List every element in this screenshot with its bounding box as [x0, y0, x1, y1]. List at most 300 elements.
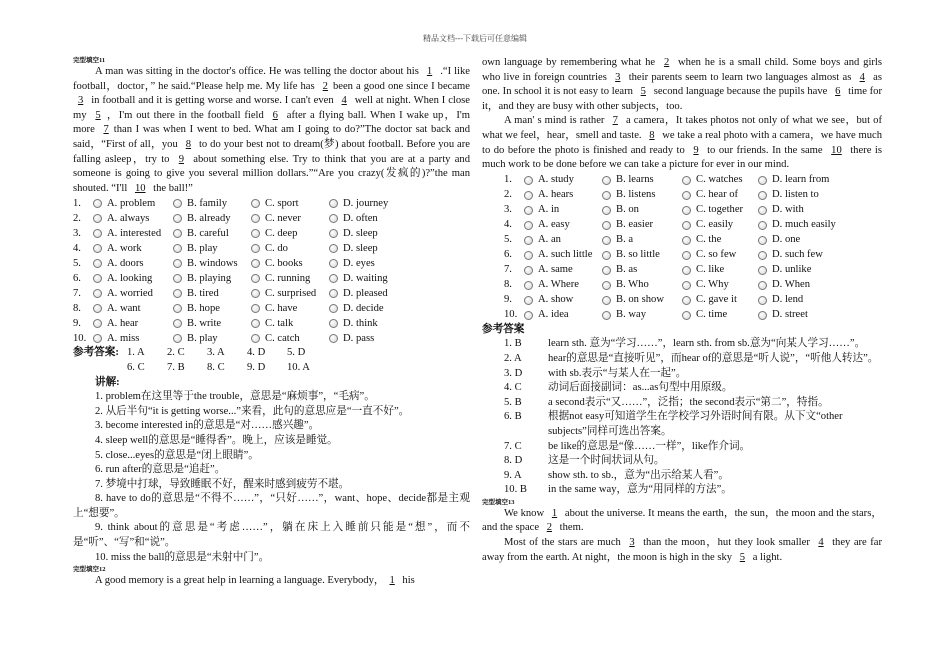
answer-option[interactable]	[602, 173, 682, 188]
explanation-line: 10. miss the ball的意思是“未射中门”。	[95, 551, 270, 563]
answer-option[interactable]	[758, 218, 848, 233]
explanation-label: 讲解:	[95, 376, 120, 388]
option-label: C. easily	[696, 218, 734, 230]
answer-option[interactable]	[173, 272, 251, 287]
answer-option[interactable]	[602, 278, 682, 293]
answer-option[interactable]	[758, 203, 848, 218]
answer-option[interactable]	[93, 257, 173, 272]
answer-option[interactable]	[329, 302, 407, 317]
option-label: C. together	[696, 203, 744, 215]
answer-option[interactable]	[93, 212, 173, 227]
radio-icon[interactable]	[602, 296, 611, 305]
radio-icon[interactable]	[524, 296, 533, 305]
option-label: D. think	[343, 317, 378, 329]
answer-option[interactable]	[93, 287, 173, 302]
option-label: A. such little	[538, 248, 593, 260]
radio-icon[interactable]	[602, 221, 611, 230]
answer-option[interactable]	[93, 242, 173, 257]
answer-option[interactable]	[329, 212, 407, 227]
answer-option[interactable]	[524, 173, 602, 188]
radio-icon[interactable]	[173, 259, 182, 268]
radio-icon[interactable]	[93, 289, 102, 298]
answer-option[interactable]	[329, 242, 407, 257]
question-row	[504, 188, 882, 203]
passage-text: We know	[504, 507, 547, 519]
radio-icon[interactable]	[602, 281, 611, 290]
question-number: 7.	[504, 263, 512, 275]
radio-icon[interactable]	[329, 274, 338, 283]
answer-option[interactable]	[329, 272, 407, 287]
option-label: B. windows	[187, 257, 238, 269]
answer-option[interactable]	[758, 293, 848, 308]
radio-icon[interactable]	[682, 206, 691, 215]
radio-icon[interactable]	[173, 244, 182, 253]
passage-text: their parents seem to learn two languages almost as	[625, 71, 855, 83]
option-label: A. interested	[107, 227, 162, 239]
radio-icon[interactable]	[758, 266, 767, 275]
blank-number: 4	[341, 95, 347, 107]
explanation-text: show sth. to sb.，意为“出示给某人看”。	[548, 469, 729, 481]
question-number: 3.	[73, 227, 81, 239]
answer-option[interactable]	[524, 263, 602, 278]
radio-icon[interactable]	[602, 176, 611, 185]
radio-icon[interactable]	[251, 289, 260, 298]
answer-option[interactable]	[524, 278, 602, 293]
radio-icon[interactable]	[93, 229, 102, 238]
answer-option[interactable]	[93, 272, 173, 287]
passage-text: in football and it is getting worse and worse. I can't even	[88, 95, 337, 107]
option-label: C. surprised	[265, 287, 317, 299]
answer-option[interactable]	[602, 188, 682, 203]
radio-icon[interactable]	[602, 191, 611, 200]
explanation-line: 2. 从后半句“it is getting worse...”来看，此句的意思应是“一直不好”。	[95, 405, 410, 417]
answer-key: 2. A	[504, 352, 522, 364]
answer-option[interactable]	[173, 242, 251, 257]
option-label: D. much easily	[772, 218, 836, 230]
radio-icon[interactable]	[524, 176, 533, 185]
radio-icon[interactable]	[602, 311, 611, 320]
question-row	[504, 278, 882, 293]
passage-text: than the moon，hut they look smaller	[639, 537, 814, 549]
option-label: C. talk	[265, 317, 294, 329]
section-title-11: 完型填空11	[73, 57, 106, 64]
option-label: A. doors	[107, 257, 144, 269]
answer-option[interactable]	[251, 287, 329, 302]
explanations-12	[482, 337, 882, 498]
answer-key: 4. C	[504, 382, 522, 394]
radio-icon[interactable]	[173, 199, 182, 208]
question-row	[504, 263, 882, 278]
option-label: B. on	[616, 203, 639, 215]
blank-number: 9	[178, 153, 185, 165]
option-label: D. often	[343, 212, 378, 224]
option-label: C. have	[265, 302, 298, 314]
passage-text: A good memory is a great help in learning a language. Everybody，	[95, 575, 385, 587]
answer-option[interactable]	[173, 302, 251, 317]
question-number: 8.	[504, 278, 512, 290]
answer-option[interactable]	[524, 308, 602, 323]
option-label: B. write	[187, 317, 222, 329]
passage-text: Most of the stars are much	[504, 537, 625, 549]
radio-icon[interactable]	[758, 221, 767, 230]
answer-option[interactable]	[329, 197, 407, 212]
answer-option[interactable]	[682, 248, 758, 263]
answer-key: 1. B	[504, 338, 522, 350]
radio-icon[interactable]	[524, 311, 533, 320]
radio-icon[interactable]	[524, 281, 533, 290]
radio-icon[interactable]	[173, 334, 182, 343]
radio-icon[interactable]	[251, 274, 260, 283]
option-label: B. careful	[187, 227, 229, 239]
question-row	[73, 286, 470, 301]
question-row	[73, 226, 470, 241]
radio-icon[interactable]	[251, 229, 260, 238]
radio-icon[interactable]	[524, 191, 533, 200]
question-number: 5.	[73, 257, 81, 269]
blank-number: 1	[389, 575, 395, 587]
question-number: 7.	[73, 287, 81, 299]
left-column	[73, 56, 470, 589]
question-number: 4.	[73, 242, 81, 254]
option-label: B. learns	[616, 173, 654, 185]
questions-12	[482, 173, 882, 323]
answer-key: 6. B	[504, 411, 522, 423]
answer-option[interactable]	[173, 287, 251, 302]
radio-icon[interactable]	[93, 259, 102, 268]
radio-icon[interactable]	[251, 259, 260, 268]
answer-option[interactable]	[682, 263, 758, 278]
option-label: A. same	[538, 263, 573, 275]
answer-option[interactable]	[524, 248, 602, 263]
option-label: D. street	[772, 308, 808, 320]
passage-12-cont	[482, 56, 882, 114]
radio-icon[interactable]	[173, 304, 182, 313]
option-label: A. miss	[107, 332, 140, 344]
option-label: A. problem	[107, 197, 156, 209]
radio-icon[interactable]	[758, 281, 767, 290]
radio-icon[interactable]	[93, 214, 102, 223]
radio-icon[interactable]	[329, 244, 338, 253]
radio-icon[interactable]	[758, 236, 767, 245]
radio-icon[interactable]	[173, 274, 182, 283]
radio-icon[interactable]	[602, 266, 611, 275]
answer-option[interactable]	[602, 248, 682, 263]
answer-key: 8. D	[504, 455, 523, 467]
explanation-text: 根据not easy可知道学生在学校学习外语时间有限。从下文“other subjects”同样可选出答案。	[548, 411, 843, 437]
option-label: B. tired	[187, 287, 219, 299]
radio-icon[interactable]	[173, 289, 182, 298]
radio-icon[interactable]	[93, 199, 102, 208]
radio-icon[interactable]	[682, 281, 691, 290]
answer-option[interactable]	[173, 197, 251, 212]
answer-option[interactable]	[682, 203, 758, 218]
explanation-text: learn sth. 意为“学习……”，learn sth. from sb.意为“向某人学习……”。	[548, 338, 866, 350]
blank-number: 7	[612, 115, 618, 127]
option-label: C. never	[265, 212, 301, 224]
blank-number: 7	[103, 124, 109, 136]
passage-text: than I was when I went to bed. What am I going to do?”The doctor sat back and said，“First of all，you	[73, 124, 470, 150]
option-label: C. gave it	[696, 293, 737, 305]
radio-icon[interactable]	[251, 334, 260, 343]
radio-icon[interactable]	[758, 296, 767, 305]
answer-option[interactable]	[173, 332, 251, 347]
option-label: B. family	[187, 197, 228, 209]
option-label: D. learn from	[772, 173, 830, 185]
blank-number: 4	[818, 537, 824, 549]
answer-option[interactable]	[602, 233, 682, 248]
question-number: 10.	[73, 332, 87, 344]
question-row	[504, 173, 882, 188]
answer-option[interactable]	[173, 227, 251, 242]
answer-option[interactable]	[524, 203, 602, 218]
explanation-line: 8. have to do的意思是“不得不……”，“只好……”，want、hope、decide都是主观上“想要”。	[73, 493, 470, 519]
blank-number: 5	[640, 86, 646, 98]
radio-icon[interactable]	[682, 311, 691, 320]
radio-icon[interactable]	[329, 334, 338, 343]
answer-item: 8. C	[207, 361, 225, 373]
answer-option[interactable]	[93, 317, 173, 332]
answer-option[interactable]	[758, 308, 848, 323]
option-label: B. hope	[187, 302, 220, 314]
blank-number: 2	[663, 57, 670, 68]
question-number: 3.	[504, 203, 512, 215]
answer-key-11	[73, 346, 470, 361]
radio-icon[interactable]	[329, 229, 338, 238]
option-label: A. want	[107, 302, 141, 314]
radio-icon[interactable]	[251, 304, 260, 313]
answer-option[interactable]	[758, 263, 848, 278]
option-label: A. an	[538, 233, 561, 245]
answer-option[interactable]	[524, 218, 602, 233]
option-label: A. looking	[107, 272, 153, 284]
radio-icon[interactable]	[682, 236, 691, 245]
answer-row	[127, 346, 327, 361]
explanation-line	[482, 440, 882, 455]
answer-option[interactable]	[682, 173, 758, 188]
radio-icon[interactable]	[682, 221, 691, 230]
radio-icon[interactable]	[758, 191, 767, 200]
passage-12-para2	[482, 114, 882, 172]
radio-icon[interactable]	[329, 199, 338, 208]
answer-option[interactable]	[682, 293, 758, 308]
question-row	[504, 248, 882, 263]
answer-option[interactable]	[251, 302, 329, 317]
option-label: A. study	[538, 173, 574, 185]
answer-option[interactable]	[758, 233, 848, 248]
explanation-text: with sb.表示“与某人在一起”。	[548, 367, 687, 379]
radio-icon[interactable]	[93, 334, 102, 343]
radio-icon[interactable]	[758, 206, 767, 215]
radio-icon[interactable]	[758, 251, 767, 260]
blank-number: 1	[426, 66, 433, 77]
option-label: A. hear	[107, 317, 139, 329]
blank-number: 10	[134, 182, 146, 194]
radio-icon[interactable]	[682, 191, 691, 200]
question-number: 8.	[73, 302, 81, 314]
radio-icon[interactable]	[329, 304, 338, 313]
question-row	[504, 218, 882, 233]
answer-option[interactable]	[251, 242, 329, 257]
radio-icon[interactable]	[524, 221, 533, 230]
answer-option[interactable]	[251, 257, 329, 272]
answer-item: 3. A	[207, 347, 225, 359]
explanations-11	[73, 390, 470, 565]
answer-option[interactable]	[93, 227, 173, 242]
radio-icon[interactable]	[93, 319, 102, 328]
option-label: A. easy	[538, 218, 570, 230]
answer-option[interactable]	[758, 173, 848, 188]
answer-option[interactable]	[602, 263, 682, 278]
option-label: A. in	[538, 203, 560, 215]
answer-option[interactable]	[524, 188, 602, 203]
explanation-line: 5. close...eyes的意思是“闭上眼睛”。	[95, 449, 259, 461]
option-label: B. so little	[616, 248, 660, 260]
radio-icon[interactable]	[173, 229, 182, 238]
answer-option[interactable]	[173, 317, 251, 332]
answer-option[interactable]	[524, 233, 602, 248]
answer-item: 10. A	[287, 361, 310, 373]
explanation-line: 3. become interested in的意思是“对……感兴趣”。	[95, 420, 320, 432]
option-label: B. a	[616, 233, 634, 245]
radio-icon[interactable]	[93, 244, 102, 253]
answer-option[interactable]	[251, 317, 329, 332]
answer-option[interactable]	[682, 218, 758, 233]
answer-key: 10. B	[504, 484, 527, 496]
answer-option[interactable]	[251, 272, 329, 287]
answer-option[interactable]	[251, 227, 329, 242]
radio-icon[interactable]	[173, 214, 182, 223]
answer-option[interactable]	[682, 278, 758, 293]
answer-option[interactable]	[329, 287, 407, 302]
option-label: A. hears	[538, 188, 574, 200]
explanation-line: 1. problem在这里等于the trouble，意思是“麻烦事”，“毛病”。	[95, 391, 375, 403]
passage-text: second language because the pupils have	[650, 86, 831, 98]
radio-icon[interactable]	[524, 251, 533, 260]
explanation-text: in the same way，意为“用同样的方法”。	[548, 484, 732, 496]
blank-number: 3	[629, 537, 635, 549]
answer-option[interactable]	[329, 257, 407, 272]
answer-option[interactable]	[329, 317, 407, 332]
option-label: A. worried	[107, 287, 153, 299]
option-label: D. When	[772, 278, 811, 290]
explanation-line	[482, 483, 882, 498]
option-label: C. books	[265, 257, 303, 269]
answer-option[interactable]	[251, 212, 329, 227]
radio-icon[interactable]	[329, 319, 338, 328]
radio-icon[interactable]	[524, 266, 533, 275]
answer-label-12: 参考答案	[482, 323, 525, 335]
radio-icon[interactable]	[602, 236, 611, 245]
radio-icon[interactable]	[758, 311, 767, 320]
answer-option[interactable]	[93, 197, 173, 212]
explanation-line	[482, 381, 882, 396]
radio-icon[interactable]	[682, 296, 691, 305]
passage-text: about the universe. It means the earth，the sun，the moon and the stars，and the space	[482, 507, 882, 534]
question-row	[73, 211, 470, 226]
option-label: D. sleep	[343, 227, 378, 239]
explanation-line	[482, 337, 882, 352]
passage-text: own language by remembering what he	[482, 57, 659, 68]
option-label: D. unlike	[772, 263, 812, 275]
option-label: D. such few	[772, 248, 823, 260]
passage-text: there is much work to be done before we can take a picture for ever in our mind.	[482, 144, 882, 171]
radio-icon[interactable]	[329, 214, 338, 223]
answer-option[interactable]	[329, 227, 407, 242]
question-number: 2.	[504, 188, 512, 200]
question-row	[504, 308, 882, 323]
answer-key: 9. A	[504, 469, 522, 481]
radio-icon[interactable]	[758, 176, 767, 185]
answer-option[interactable]	[173, 212, 251, 227]
option-label: D. journey	[343, 197, 389, 209]
answer-option[interactable]	[93, 332, 173, 347]
radio-icon[interactable]	[93, 304, 102, 313]
radio-icon[interactable]	[682, 251, 691, 260]
radio-icon[interactable]	[682, 266, 691, 275]
question-row	[73, 316, 470, 331]
passage-text: his	[399, 575, 415, 587]
radio-icon[interactable]	[682, 176, 691, 185]
radio-icon[interactable]	[602, 251, 611, 260]
answer-option[interactable]	[758, 278, 848, 293]
radio-icon[interactable]	[602, 206, 611, 215]
answer-option[interactable]	[758, 248, 848, 263]
radio-icon[interactable]	[524, 236, 533, 245]
radio-icon[interactable]	[251, 244, 260, 253]
answer-option[interactable]	[682, 188, 758, 203]
question-row	[73, 196, 470, 211]
question-row	[73, 331, 470, 346]
radio-icon[interactable]	[173, 319, 182, 328]
section-title-12: 完型填空12	[73, 566, 106, 574]
blank-number: 5	[739, 551, 746, 563]
radio-icon[interactable]	[524, 206, 533, 215]
blank-number: 2	[322, 80, 328, 92]
blank-number: 6	[835, 86, 841, 98]
answer-option[interactable]	[758, 188, 848, 203]
answer-option[interactable]	[524, 293, 602, 308]
question-number: 6.	[504, 248, 512, 260]
explanation-line	[482, 367, 882, 382]
answer-option[interactable]	[682, 233, 758, 248]
answer-option[interactable]	[682, 308, 758, 323]
radio-icon[interactable]	[93, 274, 102, 283]
passage-13-para2	[482, 536, 882, 565]
passage-text: time for it，and they are busy with other subjects，too.	[482, 86, 882, 112]
answer-option[interactable]	[251, 197, 329, 212]
explanation-text: 这是一个时间状词从句。	[548, 455, 665, 467]
option-label: C. hear of	[696, 188, 739, 200]
answer-option[interactable]	[173, 257, 251, 272]
answer-option[interactable]	[602, 293, 682, 308]
answer-option[interactable]	[251, 332, 329, 347]
answer-option[interactable]	[329, 332, 407, 347]
radio-icon[interactable]	[251, 199, 260, 208]
explanation-line: 9. think about的意思是“考虑……”，躺在床上入睡前只能是“想”，而不是“听”、“写”和“说”。	[73, 522, 470, 549]
option-label: A. idea	[538, 308, 569, 320]
answer-option[interactable]	[602, 308, 682, 323]
blank-number: 3	[78, 95, 84, 107]
answer-option[interactable]	[93, 302, 173, 317]
radio-icon[interactable]	[329, 259, 338, 268]
radio-icon[interactable]	[329, 289, 338, 298]
radio-icon[interactable]	[251, 319, 260, 328]
answer-option[interactable]	[602, 218, 682, 233]
option-label: C. like	[696, 263, 725, 275]
answer-option[interactable]	[602, 203, 682, 218]
radio-icon[interactable]	[251, 214, 260, 223]
section-title-13: 完型填空13	[482, 498, 515, 506]
